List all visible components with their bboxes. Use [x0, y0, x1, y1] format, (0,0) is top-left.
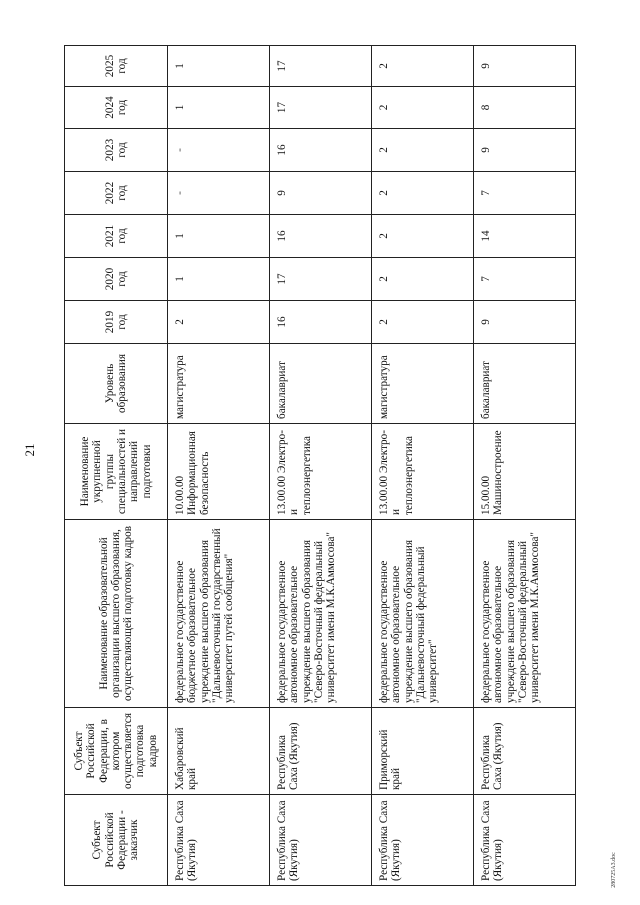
cell-year-2023: -	[168, 129, 270, 172]
header-region: Субъект Российской Федерации, в котором осуществляется подготовка кадров	[65, 708, 168, 795]
cell-year-2020: 2	[372, 258, 474, 301]
cell-year-2019: 2	[372, 301, 474, 344]
cell-organization: федеральное государственное автономное образовательное учреждение высшего образования "Северо-Восточный федеральный университет имени М.К.Аммосова"	[270, 520, 372, 708]
cell-customer: Республика Саха (Якутия)	[270, 795, 372, 886]
cell-education-level: магистратура	[372, 344, 474, 424]
cell-customer: Республика Саха (Якутия)	[474, 795, 576, 886]
cell-education-level: бакалавриат	[270, 344, 372, 424]
header-organization: Наименование образовательной организации высшего образования, осуществляющей подготовку кадров	[65, 520, 168, 708]
training-quota-table	[64, 45, 576, 886]
cell-year-2022: -	[168, 172, 270, 215]
cell-specialty-group: 13.00.00 Электро- и теплоэнергетика	[270, 424, 372, 520]
cell-year-2022: 7	[474, 172, 576, 215]
cell-year-2020: 7	[474, 258, 576, 301]
cell-year-2024: 8	[474, 87, 576, 129]
cell-year-2025: 9	[474, 46, 576, 87]
cell-specialty-group: 15.00.00 Машиностроение	[474, 424, 576, 520]
cell-specialty-group: 13.00.00 Электро- и теплоэнергетика	[372, 424, 474, 520]
cell-region: Хабаровский край	[168, 708, 270, 795]
document-footer-code: 280725A3.doc	[611, 852, 617, 888]
rotated-table-container	[64, 46, 576, 886]
cell-year-2025: 1	[168, 46, 270, 87]
cell-year-2023: 16	[270, 129, 372, 172]
cell-region: Республика Саха (Якутия)	[270, 708, 372, 795]
header-year-2024: 2024 год	[65, 87, 168, 129]
header-year-2019: 2019 год	[65, 301, 168, 344]
cell-organization: федеральное государственное автономное образовательное учреждение высшего образования "Северо-Восточный федеральный университет имени М.К.Аммосова"	[474, 520, 576, 708]
cell-year-2024: 2	[372, 87, 474, 129]
header-education-level: Уровень образования	[65, 344, 168, 424]
cell-year-2025: 2	[372, 46, 474, 87]
table-row	[372, 46, 474, 886]
cell-year-2025: 17	[270, 46, 372, 87]
table-row	[474, 46, 576, 886]
cell-organization: федеральное государственное автономное образовательное учреждение высшего образования "Дальневосточный федеральный университет"	[372, 520, 474, 708]
cell-region: Приморский край	[372, 708, 474, 795]
table-row	[168, 46, 270, 886]
cell-year-2019: 2	[168, 301, 270, 344]
cell-year-2021: 2	[372, 215, 474, 258]
cell-year-2022: 2	[372, 172, 474, 215]
cell-year-2021: 14	[474, 215, 576, 258]
header-year-2025: 2025 год	[65, 46, 168, 87]
page-number: 21	[22, 443, 37, 457]
cell-customer: Республика Саха (Якутия)	[372, 795, 474, 886]
cell-customer: Республика Саха (Якутия)	[168, 795, 270, 886]
header-customer: Субъект Российской Федерации - заказчик	[65, 795, 168, 886]
cell-year-2019: 9	[474, 301, 576, 344]
cell-year-2021: 16	[270, 215, 372, 258]
header-year-2021: 2021 год	[65, 215, 168, 258]
cell-year-2024: 1	[168, 87, 270, 129]
cell-education-level: магистратура	[168, 344, 270, 424]
cell-year-2024: 17	[270, 87, 372, 129]
cell-year-2023: 9	[474, 129, 576, 172]
header-year-2022: 2022 год	[65, 172, 168, 215]
cell-organization: федеральное государственное бюджетное образовательное учреждение высшего образования "Дальневосточный государственный университет путей сообщения"	[168, 520, 270, 708]
cell-education-level: бакалавриат	[474, 344, 576, 424]
header-specialty-group: Наименование укрупненной группы специальностей и направлений подготовки	[65, 424, 168, 520]
header-year-2020: 2020 год	[65, 258, 168, 301]
cell-year-2023: 2	[372, 129, 474, 172]
cell-region: Республика Саха (Якутия)	[474, 708, 576, 795]
header-row	[65, 46, 168, 886]
cell-year-2022: 9	[270, 172, 372, 215]
header-year-2023: 2023 год	[65, 129, 168, 172]
cell-year-2021: 1	[168, 215, 270, 258]
cell-year-2020: 17	[270, 258, 372, 301]
cell-specialty-group: 10.00.00 Информационная безопасность	[168, 424, 270, 520]
table-row	[270, 46, 372, 886]
cell-year-2019: 16	[270, 301, 372, 344]
cell-year-2020: 1	[168, 258, 270, 301]
